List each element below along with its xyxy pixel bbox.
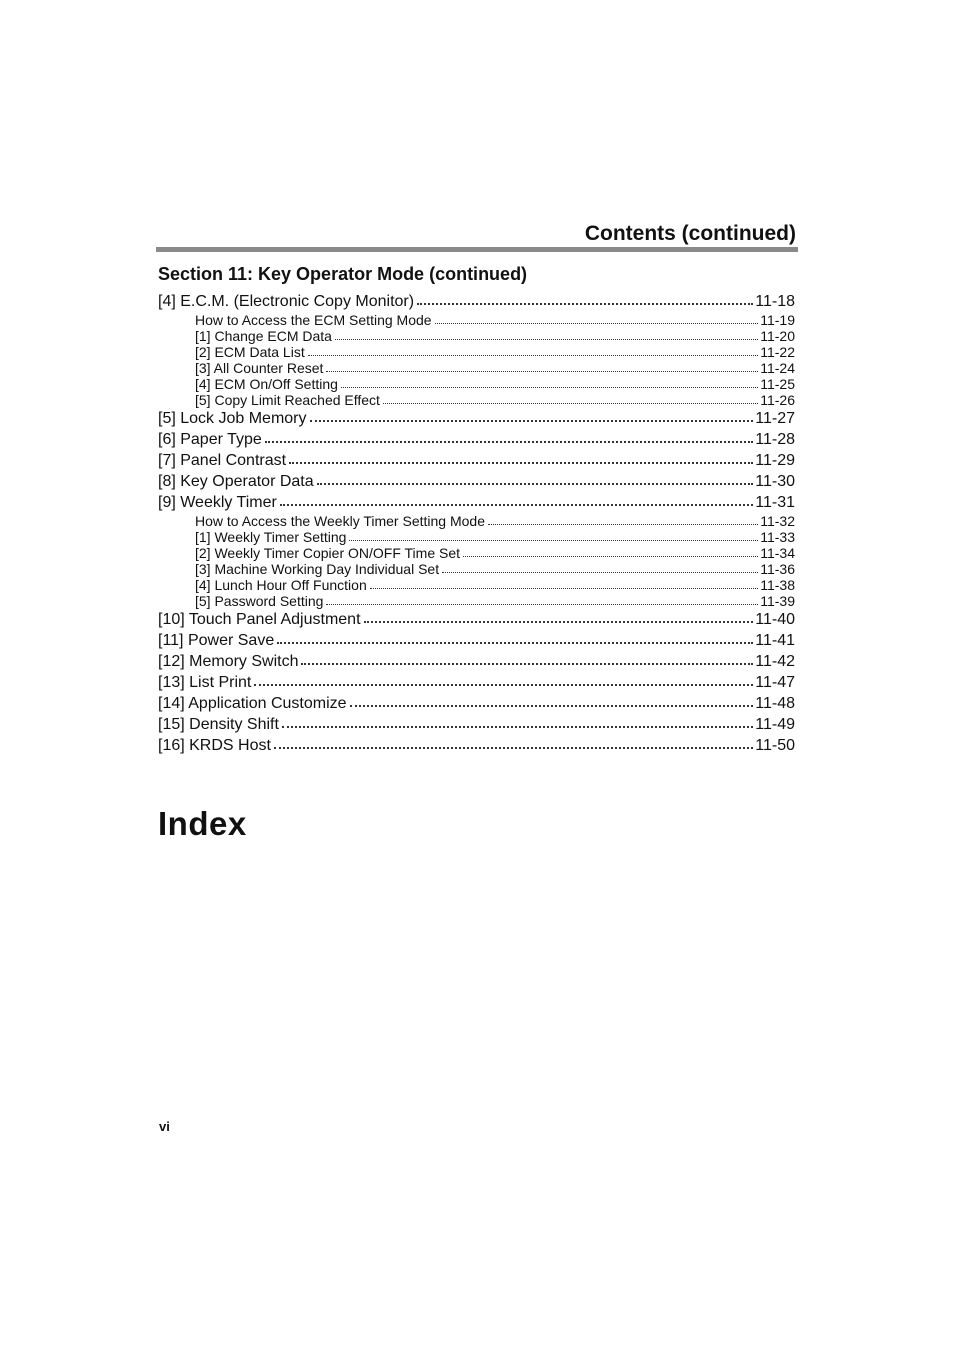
toc-subentry[interactable] xyxy=(158,593,795,609)
toc-subentry[interactable] xyxy=(158,376,795,392)
toc-entry-page: 11-19 xyxy=(760,312,795,328)
toc-entry-page: 11-20 xyxy=(760,328,795,344)
toc-entry-title: How to Access the ECM Setting Mode xyxy=(195,312,432,328)
toc-entry-page: 11-50 xyxy=(755,737,795,754)
dot-leader xyxy=(326,601,758,605)
toc-entry-title: [5] Lock Job Memory xyxy=(158,410,307,427)
dot-leader xyxy=(417,300,753,305)
toc-entry-title: [5] Copy Limit Reached Effect xyxy=(195,392,380,408)
dot-leader xyxy=(289,459,753,464)
toc-entry-title: [1] Change ECM Data xyxy=(195,328,332,344)
toc-entry[interactable] xyxy=(158,429,795,450)
toc-subentry[interactable] xyxy=(158,360,795,376)
toc-entry-title: [4] E.C.M. (Electronic Copy Monitor) xyxy=(158,293,415,310)
toc-subentry[interactable] xyxy=(158,328,795,344)
dot-leader xyxy=(277,639,753,644)
toc-entry-title: [2] ECM Data List xyxy=(195,344,305,360)
toc-entry-title: [2] Weekly Timer Copier ON/OFF Time Set xyxy=(195,545,461,561)
toc-entry-page: 11-30 xyxy=(755,473,795,490)
toc-entry[interactable] xyxy=(158,735,795,756)
toc-entry-title: [8] Key Operator Data xyxy=(158,473,314,490)
dot-leader xyxy=(370,585,758,589)
toc-entry-page: 11-27 xyxy=(755,410,795,427)
dot-leader xyxy=(383,400,758,404)
table-of-contents xyxy=(158,291,795,756)
toc-entry-page: 11-25 xyxy=(760,376,795,392)
dot-leader xyxy=(274,744,753,749)
index-heading: Index xyxy=(158,805,247,842)
toc-entry[interactable] xyxy=(158,651,795,672)
toc-subentry[interactable] xyxy=(158,513,795,529)
toc-entry-page: 11-31 xyxy=(755,494,795,511)
toc-entry[interactable] xyxy=(158,471,795,492)
dot-leader xyxy=(254,681,753,686)
dot-leader xyxy=(488,521,758,525)
toc-entry-title: [4] Lunch Hour Off Function xyxy=(195,577,367,593)
toc-subentry[interactable] xyxy=(158,577,795,593)
toc-entry-title: [14] Application Customize xyxy=(158,695,347,712)
toc-entry[interactable] xyxy=(158,291,795,312)
toc-entry-title: [10] Touch Panel Adjustment xyxy=(158,611,361,628)
toc-entry-page: 11-24 xyxy=(760,360,795,376)
dot-leader xyxy=(326,368,758,372)
toc-entry-page: 11-28 xyxy=(755,431,795,448)
dot-leader xyxy=(463,553,758,557)
toc-subentry[interactable] xyxy=(158,561,795,577)
toc-entry[interactable] xyxy=(158,630,795,651)
toc-subentry[interactable] xyxy=(158,392,795,408)
dot-leader xyxy=(317,480,754,485)
toc-entry[interactable] xyxy=(158,492,795,513)
dot-leader xyxy=(308,352,759,356)
toc-entry[interactable] xyxy=(158,714,795,735)
page-header-title: Contents (continued) xyxy=(584,222,796,245)
dot-leader xyxy=(310,417,754,422)
toc-entry-title: [3] Machine Working Day Individual Set xyxy=(195,561,440,577)
toc-entry-title: [15] Density Shift xyxy=(158,716,279,733)
toc-entry-page: 11-33 xyxy=(760,529,795,545)
dot-leader xyxy=(442,569,758,573)
toc-entry-page: 11-42 xyxy=(755,653,795,670)
toc-entry-page: 11-29 xyxy=(755,452,795,469)
toc-entry-title: [5] Password Setting xyxy=(195,593,324,609)
page-number: vi xyxy=(159,1119,170,1134)
toc-entry-page: 11-36 xyxy=(760,561,795,577)
toc-entry-title: [9] Weekly Timer xyxy=(158,494,277,511)
toc-entry-page: 11-32 xyxy=(760,513,795,529)
toc-entry-title: How to Access the Weekly Timer Setting Mode xyxy=(195,513,485,529)
toc-entry-page: 11-18 xyxy=(755,293,795,310)
toc-subentry[interactable] xyxy=(158,312,795,328)
toc-entry-page: 11-48 xyxy=(755,695,795,712)
dot-leader xyxy=(280,501,753,506)
toc-entry-title: [1] Weekly Timer Setting xyxy=(195,529,347,545)
toc-entry-title: [13] List Print xyxy=(158,674,252,691)
toc-entry-title: [3] All Counter Reset xyxy=(195,360,324,376)
toc-subentry[interactable] xyxy=(158,344,795,360)
toc-subentry[interactable] xyxy=(158,529,795,545)
toc-entry-page: 11-38 xyxy=(760,577,795,593)
toc-entry[interactable] xyxy=(158,450,795,471)
toc-entry-title: [12] Memory Switch xyxy=(158,653,299,670)
dot-leader xyxy=(335,336,758,340)
dot-leader xyxy=(349,537,758,541)
dot-leader xyxy=(341,384,758,388)
toc-entry[interactable] xyxy=(158,609,795,630)
toc-entry-page: 11-22 xyxy=(760,344,795,360)
toc-entry-page: 11-47 xyxy=(755,674,795,691)
toc-entry-page: 11-49 xyxy=(755,716,795,733)
toc-entry-page: 11-39 xyxy=(760,593,795,609)
toc-subentry[interactable] xyxy=(158,545,795,561)
toc-entry[interactable] xyxy=(158,693,795,714)
toc-entry-title: [16] KRDS Host xyxy=(158,737,271,754)
toc-entry-page: 11-40 xyxy=(755,611,795,628)
dot-leader xyxy=(350,702,754,707)
toc-entry-title: [4] ECM On/Off Setting xyxy=(195,376,338,392)
toc-entry-page: 11-41 xyxy=(755,632,795,649)
dot-leader xyxy=(301,660,753,665)
toc-entry-page: 11-26 xyxy=(760,392,795,408)
toc-entry-page: 11-34 xyxy=(760,545,795,561)
toc-entry-title: [7] Panel Contrast xyxy=(158,452,287,469)
dot-leader xyxy=(364,618,754,623)
toc-entry-title: [11] Power Save xyxy=(158,632,275,649)
section-title: Section 11: Key Operator Mode (continued) xyxy=(158,264,528,284)
toc-entry[interactable] xyxy=(158,672,795,693)
toc-entry[interactable] xyxy=(158,408,795,429)
toc-entry-title: [6] Paper Type xyxy=(158,431,262,448)
dot-leader xyxy=(282,723,753,728)
dot-leader xyxy=(435,320,759,324)
dot-leader xyxy=(265,438,753,443)
header-rule xyxy=(156,247,798,252)
